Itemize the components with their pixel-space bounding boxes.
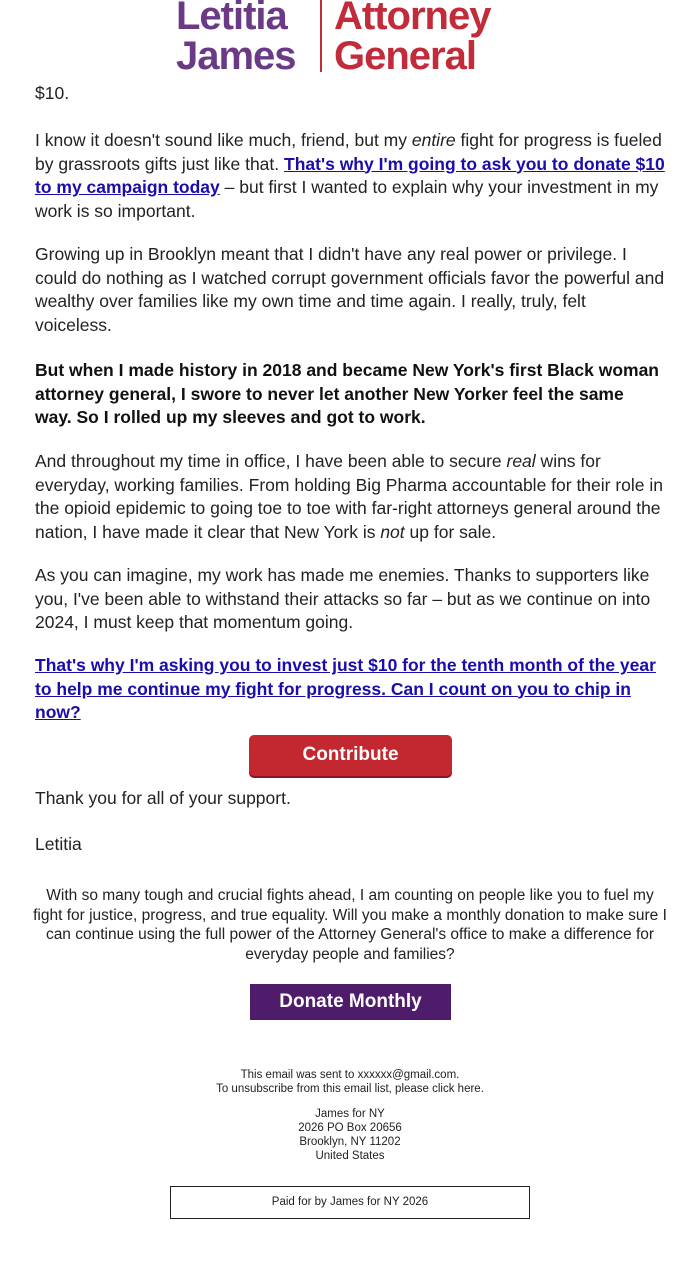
- org-name: James for NY: [315, 1108, 385, 1120]
- paragraph-brooklyn: Growing up in Brooklyn meant that I didn't have any real power or privilege. I could do nothing as I watched corrupt government officials favor the powerful and wealthy over families like my own time and time again. I really, truly, felt voiceless.: [35, 244, 665, 335]
- logo-name: [176, 0, 316, 76]
- signoff: Letitia: [35, 834, 82, 854]
- donate-monthly-button[interactable]: Donate Monthly: [250, 984, 451, 1020]
- address-line2: Brooklyn, NY 11202: [299, 1136, 401, 1148]
- address-country: United States: [315, 1150, 385, 1162]
- footer-address: [100, 1107, 600, 1163]
- sent-to-text: This email was sent to xxxxxx@gmail.com.: [240, 1069, 460, 1081]
- amount-line: $10.: [35, 83, 70, 103]
- logo-office-line1: Attorney: [334, 0, 491, 38]
- logo-office-line2: General: [334, 34, 476, 78]
- paragraph-wins: And throughout my time in office, I have been able to secure real wins for everyday, working families. From holding Big Pharma accountable for their role in the opioid epidemic to going toe to toe with far-right attorneys general around the nation, I have made it clear that New York is not up for sale.: [35, 451, 664, 542]
- monthly-pitch: With so many tough and crucial fights ahead, I am counting on people like you to fuel my fight for justice, progress, and true equality. Will you make a monthly donation to make sure I can continue using the full power of the Attorney General's office to make a difference for everyday people and families?: [33, 887, 667, 963]
- unsubscribe-link[interactable]: To unsubscribe from this email list, please click here.: [216, 1083, 484, 1095]
- thanks-line: Thank you for all of your support.: [35, 788, 291, 808]
- invest-10-link[interactable]: That's why I'm asking you to invest just $10 for the tenth month of the year to help me continue my fight for progress. Can I count on you to chip in now?: [35, 655, 656, 722]
- paragraph-history: But when I made history in 2018 and became New York's first Black woman attorney general, I swore to never let another New Yorker feel the same way. So I rolled up my sleeves and got to work.: [35, 360, 659, 427]
- paragraph-enemies: As you can imagine, my work has made me enemies. Thanks to supporters like you, I've been able to withstand their attacks so far – but as we continue on into 2024, I must keep that momentum going.: [35, 565, 651, 632]
- logo-name-line1: Letitia: [176, 0, 287, 38]
- emphasis-real: real: [506, 451, 536, 471]
- paid-for-disclaimer: Paid for by James for NY 2026: [170, 1186, 530, 1219]
- paragraph-intro: I know it doesn't sound like much, friend, but my entire fight for progress is fueled by grassroots gifts just like that. That's why I'm going to ask you to donate $10 to my campaign today – but first I wanted to explain why your investment in my work is so important.: [35, 130, 665, 221]
- donate-10-link[interactable]: That's why I'm going to ask you to donate $10 to my campaign today: [35, 153, 665, 197]
- footer-notice: [100, 1068, 600, 1096]
- paragraph-ask: [35, 654, 665, 725]
- emphasis-not: not: [380, 521, 405, 542]
- address-line1: 2026 PO Box 20656: [298, 1122, 402, 1134]
- emphasis-entire: entire: [411, 130, 456, 150]
- logo-name-line2: James: [176, 34, 296, 78]
- logo-divider: [320, 0, 322, 72]
- logo-office: [334, 0, 574, 76]
- contribute-button[interactable]: Contribute: [249, 735, 452, 776]
- campaign-logo: [0, 0, 700, 78]
